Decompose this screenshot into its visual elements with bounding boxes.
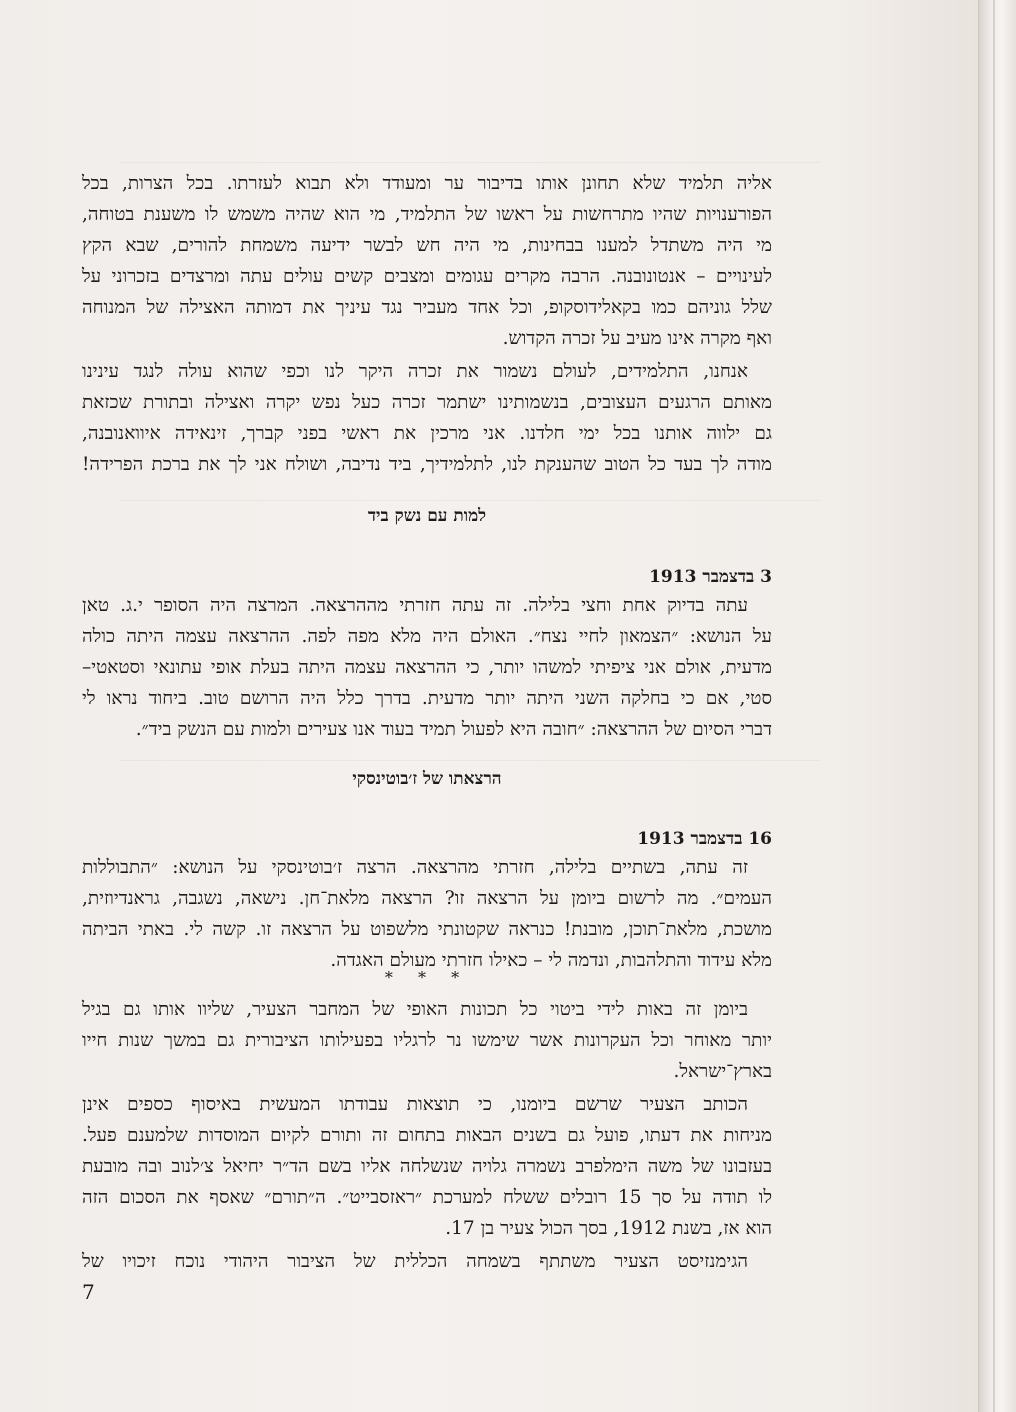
paragraph-line: בארץ־ישראל. [673, 1061, 772, 1082]
paragraph-line: דברי הסיום של ההרצאה: ״חובה היא לפעול תמיד בעוד אנו צעירים ולמות עם הנשק ביד״. [135, 719, 772, 740]
section-separator: * * * [384, 968, 470, 987]
paragraph-line: מלא עידוד והתלהבות, ונדמה לי – כאילו חזרתי מעולם האגדה. [330, 950, 772, 971]
paragraph-line: על הנושא: ״הצמאון לחיי נצח״. האולם היה מלא מפה לפה. ההרצאה עצמה היתה כולה [82, 626, 772, 647]
section-heading: הרצאתו של ז׳בוטינסקי [352, 769, 502, 789]
paragraph-line: אנחנו, התלמידים, לעולם נשמור את זכרה היקר לנו וכפי שהוא עולה לנגד עינינו [82, 361, 748, 382]
paragraph-line: סטי, אם כי בחלקה השני היתה יותר מדעית. בדרך כלל היה הרושם טוב. ביחוד נראו לי [82, 688, 772, 709]
paragraph-line: ביומן זה באות לידי ביטוי כל תכונות האופי של המחבר הצעיר, שליוו אותו גם בגיל [82, 999, 748, 1020]
paragraph-line: זה עתה, בשתיים בלילה, חזרתי מהרצאה. הרצה ז׳בוטינסקי על הנושא: ״התבוללות [82, 857, 748, 878]
show-through-line [120, 760, 820, 761]
paragraph-line: מודה לך בעד כל הטוב שהענקת לנו, לתלמידיך, ביד נדיבה, ושולח אני לך את ברכת הפרידה! [82, 454, 772, 475]
paragraph-line: לו תודה על סך 15 רובלים ששלח למערכת ״ראזסבייט״. ה״תורם״ שאסף את הסכום הזה [82, 1187, 772, 1208]
paragraph-line: אליה תלמיד שלא תחונן אותו בדיבור ער ומעודד ולא תבוא לעזרתו. בכל הצרות, בכל [82, 173, 772, 194]
paragraph-line: הכותב הצעיר שרשם ביומנו, כי תוצאות עבודתו המעשית באיסוף כספים אינן [82, 1094, 748, 1115]
paragraph-line: בעזבונו של משה הימלפרב נשמרה גלויה שנשלחה אליו בשם הד״ר יחיאל צ׳לנוב ובה מובעת [82, 1156, 772, 1177]
paragraph-line: לעינויים – אנטונובנה. הרבה מקרים עגומים ומצבים קשים עולים עתה ומרצדים בזכרוני על [82, 266, 772, 287]
paragraph-line: מי היה משתדל למענו בבחינות, מי היה חש לבשר ידיעה משמחת להורים, שבא הקץ [82, 235, 772, 256]
next-page-edge [978, 0, 1016, 1412]
paragraph-line: ואף מקרה אינו מעיב על זכרה הקדוש. [502, 328, 772, 349]
section-heading: למות עם נשק ביד [367, 506, 487, 526]
page-number: 7 [82, 1280, 95, 1304]
paragraph-line: הפורענויות שהיו מתרחשות על ראשו של התלמיד, מי הוא שהיה משמש לו משענת בטוחה, [82, 204, 772, 225]
paragraph-line: מדעית, אולם אני ציפיתי למשהו יותר, כי ההרצאה עצמה היתה בעלת אופי עתונאי וסטאטי– [82, 657, 772, 678]
paragraph-line: הגימנזיסט הצעיר משתתף בשמחה הכללית של הציבור היהודי נוכח זיכויו של [82, 1251, 748, 1272]
paragraph-line: מאותם הרגעים העצובים, בנשמותינו ישתמר זכרה כעל נפש יקרה ואצילה ובתורת שכזאת [82, 392, 772, 413]
paragraph-line: עתה בדיוק אחת וחצי בלילה. זה עתה חזרתי מההרצאה. המרצה היה הסופר י.ג. טאן [82, 595, 748, 616]
page-crease [993, 0, 995, 1412]
paragraph-line: מושכת, מלאת־תוכן, מובנת! כנראה שקטונתי מלשפוט על הרצאה זו. קשה לי. באתי הביתה [82, 919, 772, 940]
paragraph-line: העמים״. מה לרשום ביומן על הרצאה זו? הרצאה מלאת־חן. נישאה, נשגבה, גראנדיוזית, [82, 888, 772, 909]
paragraph-line: גם ילווה אותנו בכל ימי חלדנו. אני מרכין את ראשי בפני קברך, זינאידה איוואנובנה, [82, 423, 772, 444]
diary-date: 16 בדצמבר 1913 [637, 829, 772, 849]
diary-date: 3 בדצמבר 1913 [649, 567, 772, 587]
paragraph-line: שלל גוניהם כמו בקאלידוסקופ, וכל אחד מעביר נגד עיניך את דמותה האצילה של המנוחה [82, 297, 772, 318]
paragraph-line: יותר מאוחר וכל העקרונות אשר שימשו נר לרגליו בפעילותו הציבורית גם במשך שנות חייו [82, 1030, 772, 1051]
paragraph-line: הוא אז, בשנת 1912, בסך הכול צעיר בן 17. [445, 1218, 772, 1239]
show-through-line [120, 500, 820, 501]
show-through-line [120, 162, 820, 163]
paragraph-line: מניחות את דעתו, פועל גם בשנים הבאות בתחום זה ותורם לקיום המוסדות שלמענם פעל. [82, 1125, 772, 1146]
